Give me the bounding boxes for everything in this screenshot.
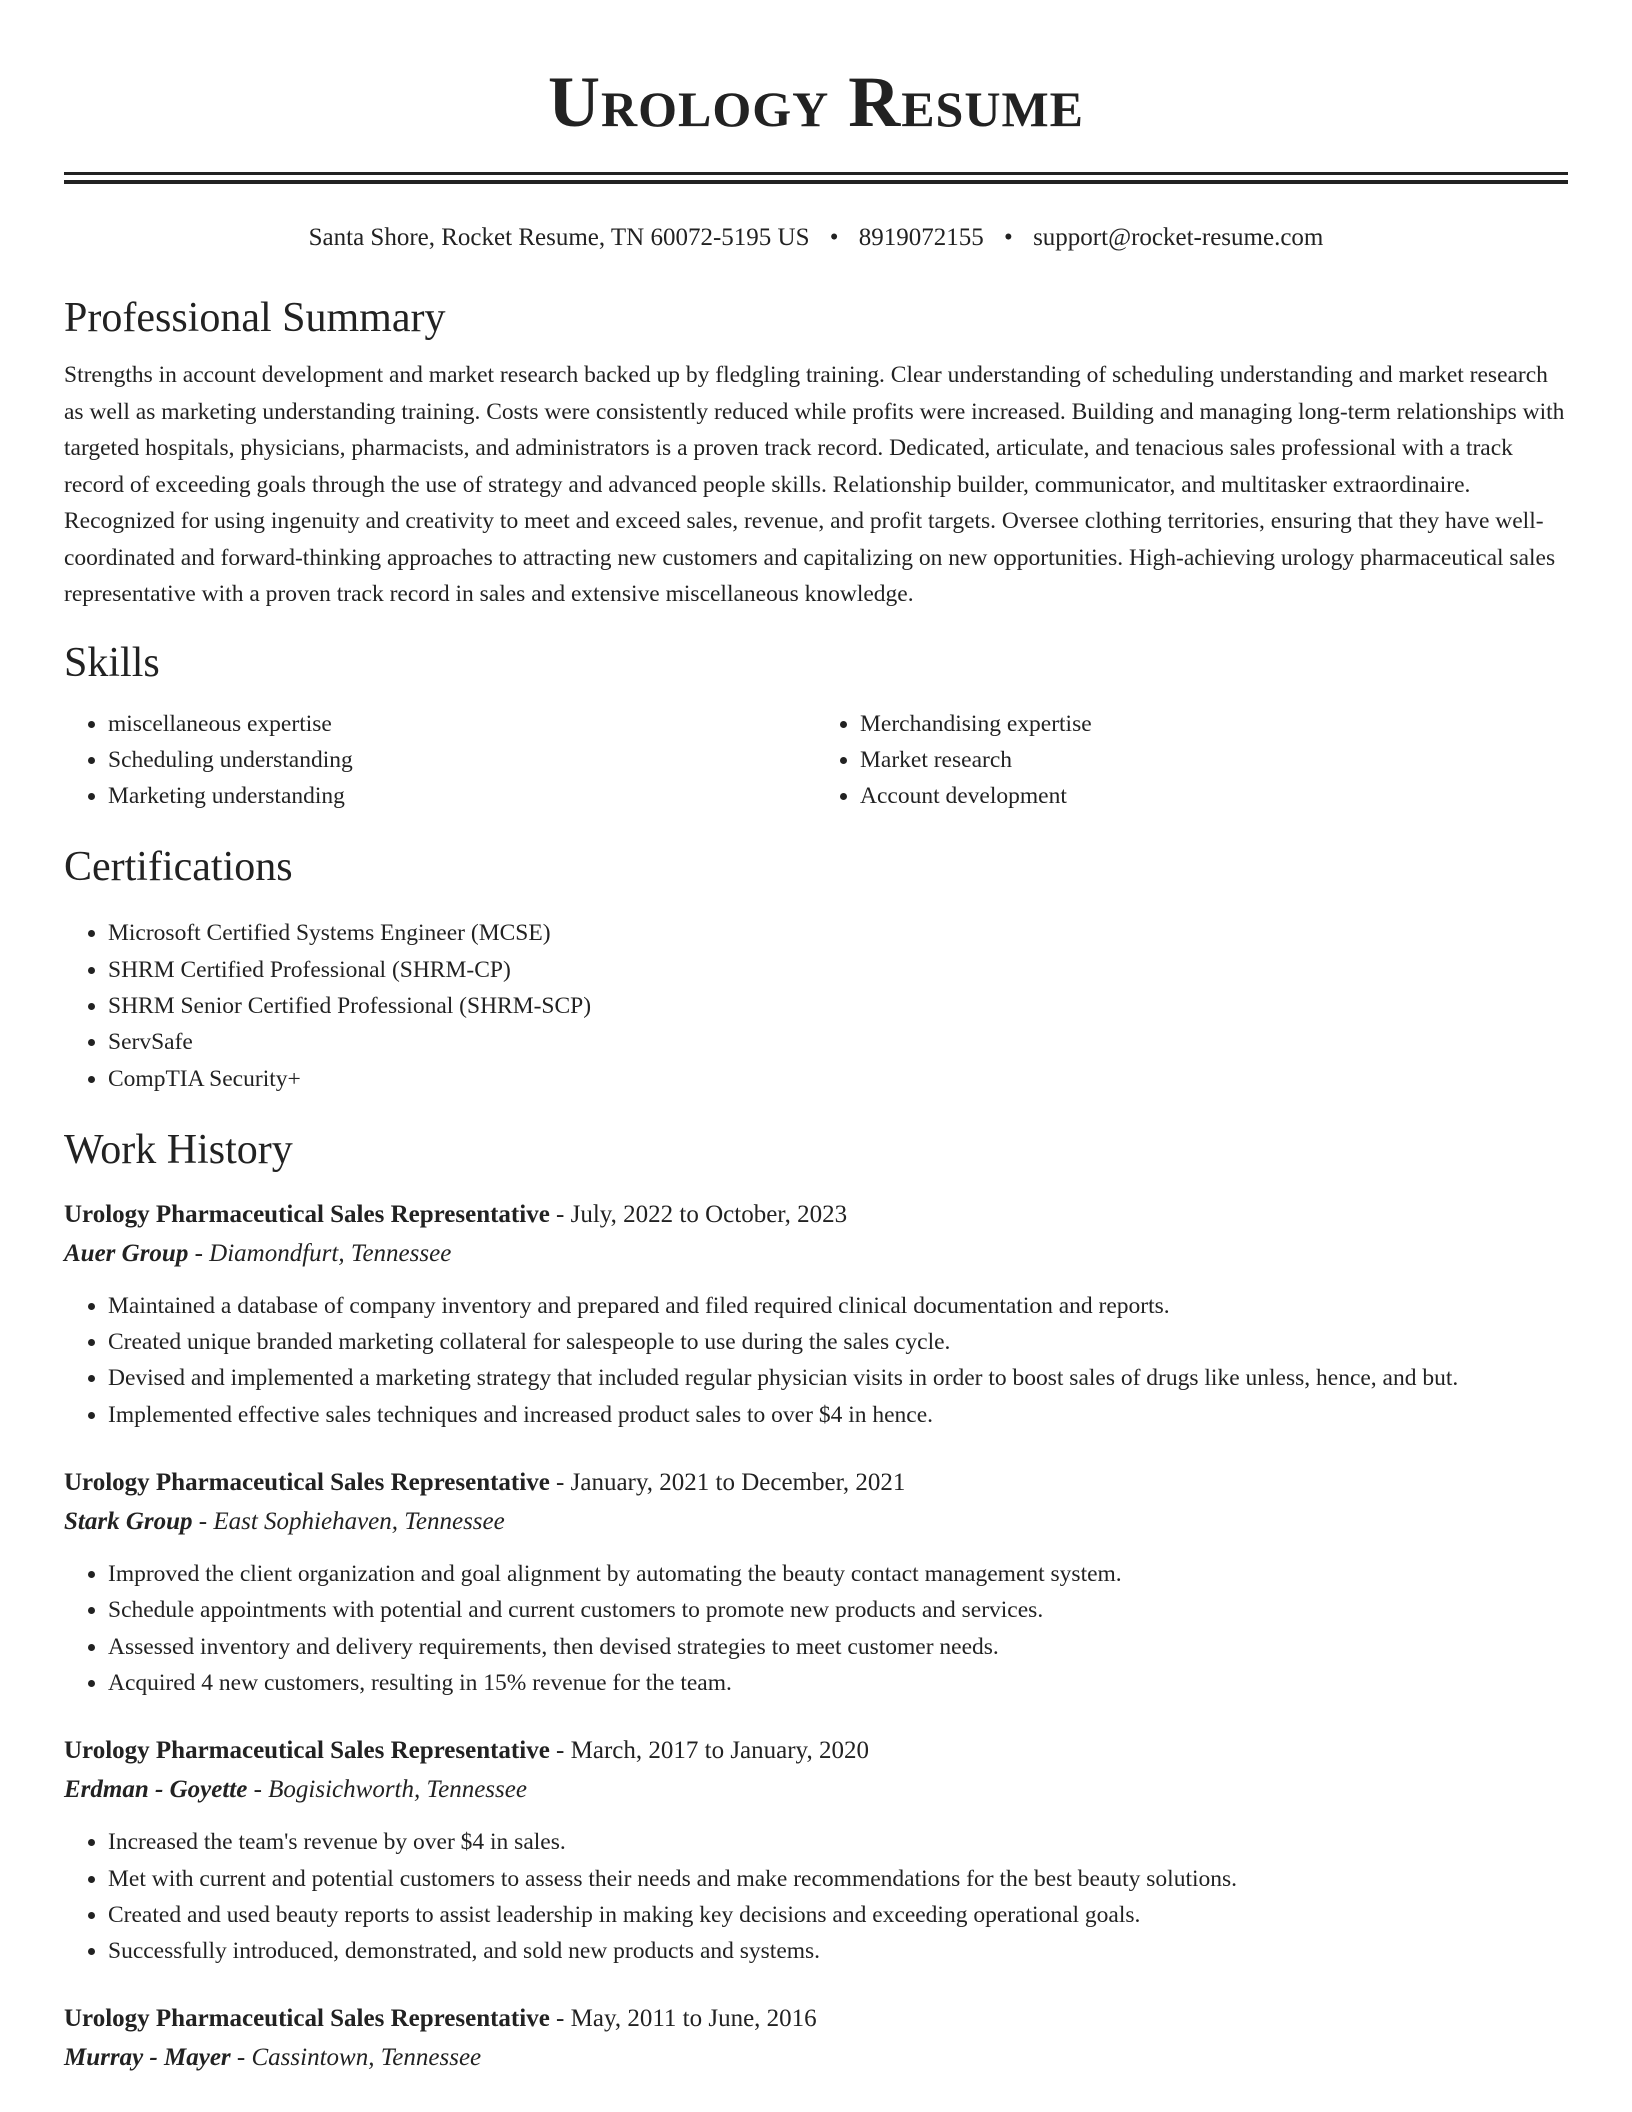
job-entry [64,1463,1568,1701]
job-bullet: • Acquired 4 new customers, resulting in 15% revenue for the team. [108,1665,1568,1701]
work-history-heading: Work History [64,1126,293,1173]
job-bullet: • Met with current and potential customers to assess their needs and make recommendations for the best beauty solutions. [108,1861,1568,1897]
job-employer [64,1234,1568,1273]
job-bullet: • Implemented effective sales techniques and increased product sales to over $4 in hence. [108,1397,1568,1433]
job-bullet: • Improved the client organization and goal alignment by automating the beauty contact management system. [108,1556,1568,1592]
certification-item: • Microsoft Certified Systems Engineer (MCSE) [108,915,1568,951]
contact-separator: • [829,224,839,251]
skill-item: • Marketing understanding [108,778,816,814]
job-employer [64,1770,1568,1809]
contact-phone: 8919072155 [858,224,984,251]
summary-text: Strengths in account development and market research backed up by fledgling training. Clear understanding of scheduling understanding and market research as well as marketing understanding training. Costs were consistently reduced while profits were increased. Building and managing long-term relationships with targeted hospitals, physicians, pharmacists, and administrators is a proven track record. Dedicated, articulate, and tenacious sales professional with a track record of exceeding goals through the use of strategy and advanced people skills. Relationship builder, communicator, and multitasker extraordinaire. Recognized for using ingenuity and creativity to meet and exceed sales, revenue, and profit targets. Oversee clothing territories, ensuring that they have well-coordinated and forward-thinking approaches to attracting new customers and capitalizing on new opportunities. High-achieving urology pharmaceutical sales representative with a proven track record in sales and extensive miscellaneous knowledge. [64,362,1565,607]
job-role: Urology Pharmaceutical Sales Representative [64,2005,550,2033]
job-bullets [64,1556,1568,1701]
job-bullet: • Increased the team's revenue by over $4 in sales. [108,1824,1568,1860]
certification-item: • SHRM Senior Certified Professional (SHRM-SCP) [108,988,1568,1024]
job-employer [64,1502,1568,1541]
job-entry [64,1731,1568,1969]
skill-item: • Market research [860,742,1568,778]
job-company: Erdman - Goyette [64,1776,248,1804]
job-bullets [64,1824,1568,1969]
contact-separator: • [1004,224,1013,251]
contact-address: Santa Shore, Rocket Resume, TN 60072-5195 US [308,224,810,251]
job-header [64,1463,1568,1502]
job-header [64,1999,1568,2038]
contact-email: support@rocket-resume.com [1033,224,1324,251]
job-header [64,1195,1568,1234]
title-double-rule [64,172,1568,184]
job-location: - East Sophiehaven, Tennessee [192,1508,505,1536]
skill-item: • Scheduling understanding [108,742,816,778]
job-dates: - July, 2022 to October, 2023 [549,1200,848,1228]
job-role: Urology Pharmaceutical Sales Representative [64,1200,550,1228]
job-bullet: • Maintained a database of company inventory and prepared and filed required clinical documentation and reports. [108,1288,1568,1324]
certifications-list [64,915,1568,1096]
job-role: Urology Pharmaceutical Sales Representative [64,1469,550,1497]
job-location: - Bogisichworth, Tennessee [247,1776,527,1804]
skills-list-left [64,706,816,815]
skill-item: • Account development [860,778,1568,814]
job-bullet: • Devised and implemented a marketing strategy that included regular physician visits in order to boost sales of drugs like unless, hence, and but. [108,1360,1568,1396]
job-dates: - March, 2017 to January, 2020 [549,1737,869,1765]
resume-title: Urology Resume [547,62,1085,142]
skills-list-right [816,706,1568,815]
job-company: Stark Group [64,1508,193,1536]
job-company: Auer Group [64,1239,189,1267]
job-dates: - May, 2011 to June, 2016 [549,2005,817,2033]
job-bullet: • Schedule appointments with potential and current customers to promote new products and services. [108,1592,1568,1628]
job-bullet: • Successfully introduced, demonstrated, and sold new products and systems. [108,1933,1568,1969]
job-employer [64,2038,1568,2077]
job-location: - Diamondfurt, Tennessee [188,1239,452,1267]
job-bullets [64,1288,1568,1433]
job-company: Murray - Mayer [64,2044,231,2072]
job-entry [64,1195,1568,1433]
skill-item: • miscellaneous expertise [108,706,816,742]
job-entry [64,1999,1568,2077]
job-location: - Cassintown, Tennessee [230,2044,482,2072]
job-header [64,1731,1568,1770]
skills-columns [64,706,1568,815]
certification-item: • CompTIA Security+ [108,1061,1568,1097]
job-bullet: • Created unique branded marketing collateral for salespeople to use during the sales cycle. [108,1324,1568,1360]
certification-item: • SHRM Certified Professional (SHRM-CP) [108,952,1568,988]
job-role: Urology Pharmaceutical Sales Representative [64,1737,550,1765]
summary-heading: Professional Summary [64,295,446,341]
contact-line [64,222,1568,254]
job-bullet: • Created and used beauty reports to assist leadership in making key decisions and exceeding operational goals. [108,1897,1568,1933]
job-bullet: • Assessed inventory and delivery requirements, then devised strategies to meet customer needs. [108,1629,1568,1665]
skill-item: • Merchandising expertise [860,706,1568,742]
skills-heading: Skills [64,639,160,686]
certification-item: • ServSafe [108,1024,1568,1060]
job-dates: - January, 2021 to December, 2021 [549,1469,906,1497]
certifications-heading: Certifications [64,844,293,891]
